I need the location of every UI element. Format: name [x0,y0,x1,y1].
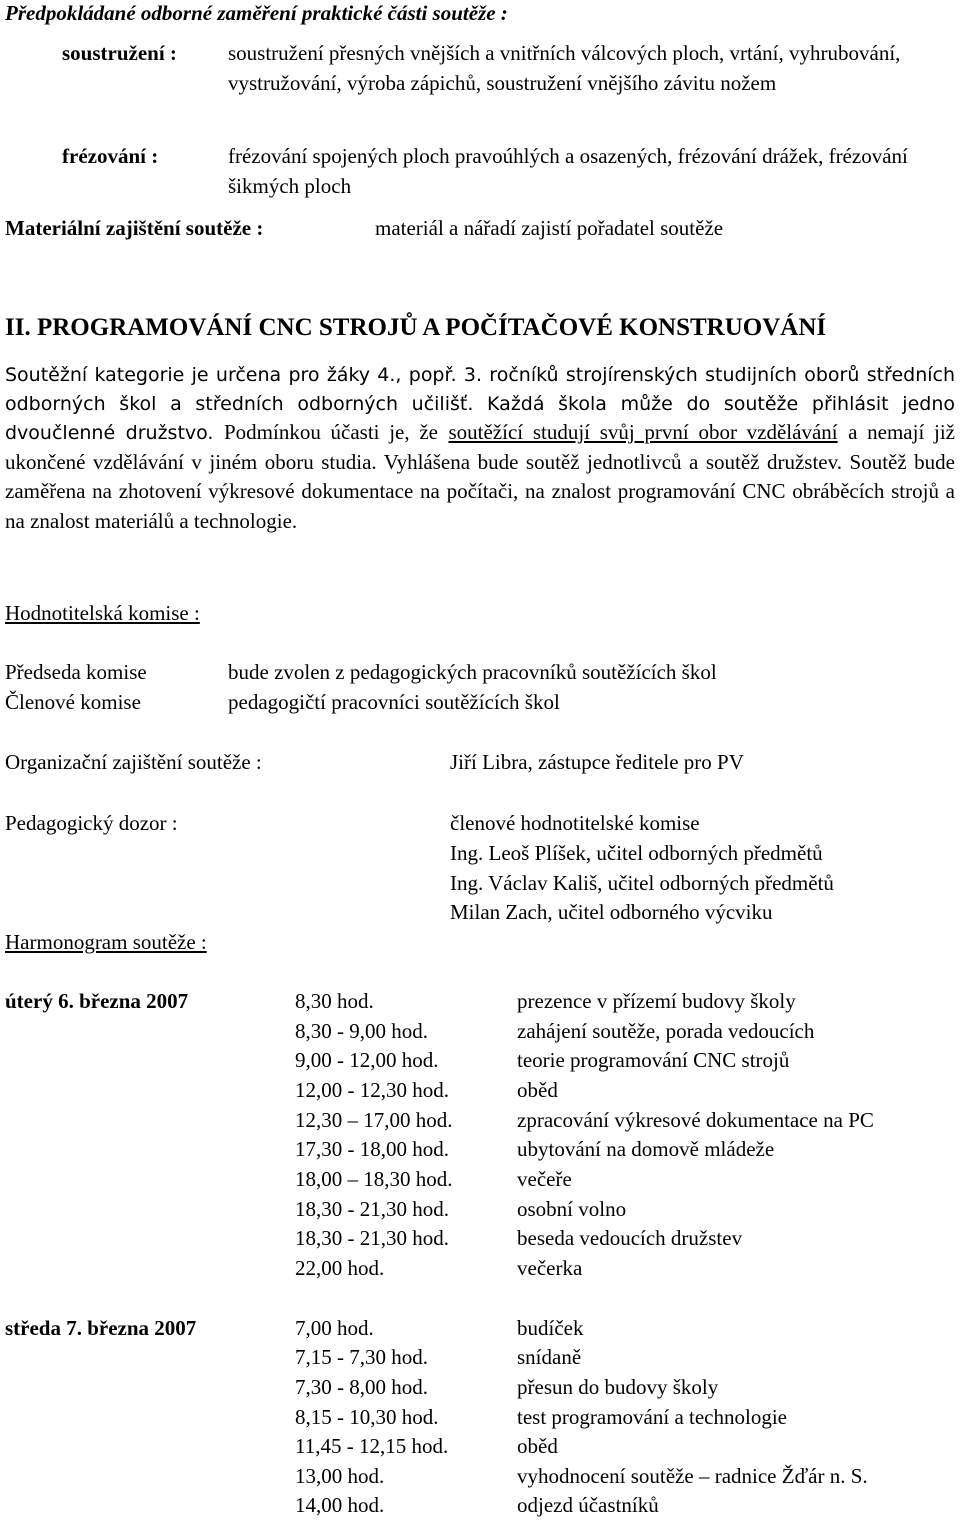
schedule-event: ubytování na domově mládeže [517,1137,775,1161]
schedule-time: 18,30 - 21,30 hod. [295,1197,449,1221]
schedule-time: 11,45 - 12,15 hod. [295,1434,449,1458]
schedule-time: 8,15 - 10,30 hod. [295,1405,439,1429]
body-prefix: Podmínkou účasti je, že [223,420,438,444]
turning-label: soustružení : [62,41,177,65]
schedule-event: beseda vedoucích družstev [517,1226,743,1250]
chair-label: Předseda komise [5,660,147,684]
day-label: úterý 6. března 2007 [5,989,189,1013]
supervision-title: Pedagogický dozor : [5,811,178,835]
schedule-event: budíček [517,1316,584,1340]
schedule-event: zpracování výkresové dokumentace na PC [517,1108,874,1132]
schedule-time: 13,00 hod. [295,1464,385,1488]
schedule-event: přesun do budovy školy [517,1375,719,1399]
schedule-time: 12,00 - 12,30 hod. [295,1078,449,1102]
section-heading: II. PROGRAMOVÁNÍ CNC STROJŮ A POČÍTAČOVÉ KONSTRUOVÁNÍ [5,314,827,341]
milling-text: frézování spojených ploch pravoúhlých a osazených, frézování drážek, frézování šikmých ploch [228,144,908,198]
organization-value: Jiří Libra, zástupce ředitele pro PV [450,750,744,774]
supervision-line: Milan Zach, učitel odborného výcviku [450,900,773,924]
schedule-event: test programování a technologie [517,1405,787,1429]
schedule-event: oběd [517,1078,558,1102]
schedule-time: 7,30 - 8,00 hod. [295,1375,428,1399]
day-label: středa 7. března 2007 [5,1316,197,1340]
intro-text: Soutěžní kategorie je určena pro žáky 4., popř. 3. ročníků strojírenských studijních oborů středních odborných škol a středních odborných učilišť. Každá škola může do soutěže přihlásit jedno dvoučlenné družstvo. [5,364,955,444]
schedule-time: 8,30 - 9,00 hod. [295,1019,428,1043]
chair-value: bude zvolen z pedagogických pracovníků soutěžících škol [228,660,717,684]
section-title: Předpokládané odborné zaměření praktické části soutěže : [5,1,508,25]
turning-text: soustružení přesných vnějších a vnitřních válcových ploch, vrtání, vyhrubování, vystružování, výroba zápichů, soustružení vnějšího závitu nožem [228,41,901,95]
schedule-time: 22,00 hod. [295,1256,385,1280]
members-label: Členové komise [5,690,141,714]
schedule-event: oběd [517,1434,558,1458]
schedule-event: odjezd účastníků [517,1493,659,1517]
material-text: materiál a nářadí zajistí pořadatel soutěže [375,216,724,240]
category-description [5,361,955,536]
schedule-time: 9,00 - 12,00 hod. [295,1048,439,1072]
schedule-event: zahájení soutěže, porada vedoucích [517,1019,815,1043]
body-suffix: a nemají již ukončené vzdělávání v jiném oboru studia. Vyhlášena bude soutěž jednotlivců a soutěž družstev. Soutěž bude zaměřena na zhotovení výkresové dokumentace na počítači, na znalost programování CNC obráběcích strojů a na znalost materiálů a technologie. [5,420,955,533]
material-label: Materiální zajištění soutěže : [5,216,264,240]
schedule-event: vyhodnocení soutěže – radnice Žďár n. S. [517,1464,868,1488]
schedule-title: Harmonogram soutěže : [5,930,207,954]
schedule-event: osobní volno [517,1197,627,1221]
schedule-time: 7,15 - 7,30 hod. [295,1345,428,1369]
supervision-line: členové hodnotitelské komise [450,811,700,835]
committee-title: Hodnotitelská komise : [5,601,200,625]
schedule-event: snídaně [517,1345,582,1369]
body-underlined: soutěžící studují svůj první obor vzdělávání [448,420,838,444]
schedule-time: 12,30 – 17,00 hod. [295,1108,453,1132]
members-value: pedagogičtí pracovníci soutěžících škol [228,690,560,714]
schedule-time: 14,00 hod. [295,1493,385,1517]
organization-title: Organizační zajištění soutěže : [5,750,262,774]
supervision-line: Ing. Václav Kališ, učitel odborných předmětů [450,871,834,895]
schedule-event: večeře [517,1167,572,1191]
milling-label: frézování : [62,144,159,168]
schedule-time: 17,30 - 18,00 hod. [295,1137,449,1161]
schedule-time: 8,30 hod. [295,989,374,1013]
supervision-line: Ing. Leoš Plíšek, učitel odborných předmětů [450,841,823,865]
schedule-time: 18,30 - 21,30 hod. [295,1226,449,1250]
schedule-event: prezence v přízemí budovy školy [517,989,796,1013]
schedule-time: 18,00 – 18,30 hod. [295,1167,453,1191]
schedule-time: 7,00 hod. [295,1316,374,1340]
schedule-event: teorie programování CNC strojů [517,1048,790,1072]
schedule-event: večerka [517,1256,583,1280]
